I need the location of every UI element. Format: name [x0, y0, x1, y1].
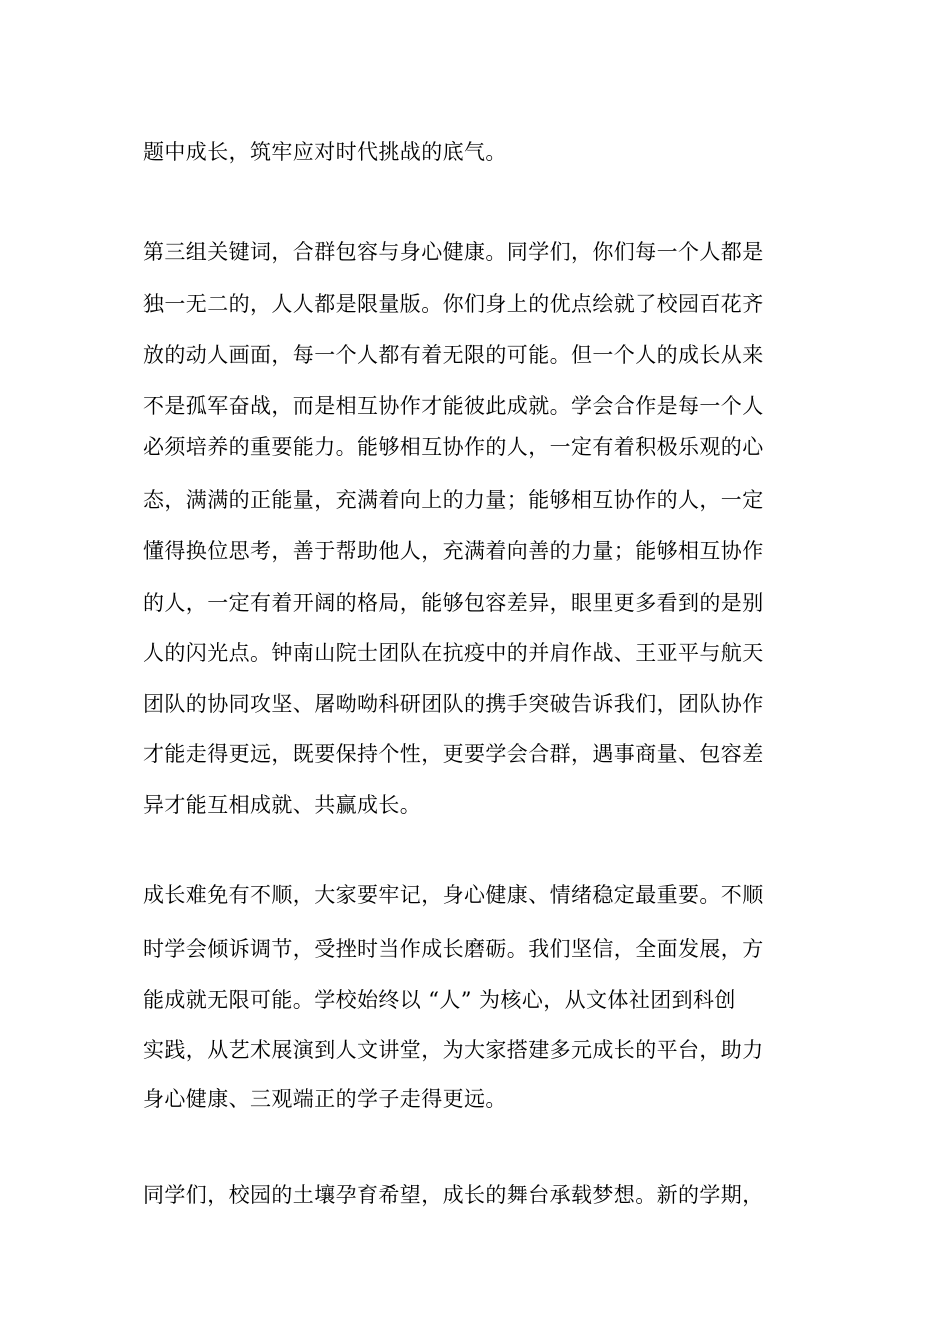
paragraph-4-line-1: 同学们，校园的土壤孕育希望，成长的舞台承载梦想。新的学期，	[143, 1183, 764, 1207]
paragraph-2-line-7: 懂得换位思考，善于帮助他人，充满着向善的力量；能够相互协作	[143, 539, 764, 563]
paragraph-3-line-5: 身心健康、三观端正的学子走得更远。	[143, 1087, 507, 1111]
paragraph-2-line-3: 放的动人画面，每一个人都有着无限的可能。但一个人的成长从来	[143, 343, 764, 367]
paragraph-2-line-2: 独一无二的，人人都是限量版。你们身上的优点绘就了校园百花齐	[143, 292, 764, 316]
paragraph-3-line-2: 时学会倾诉调节，受挫时当作成长磨砺。我们坚信，全面发展，方	[143, 937, 764, 961]
paragraph-2-line-4: 不是孤军奋战，而是相互协作才能彼此成就。学会合作是每一个人	[143, 394, 764, 418]
paragraph-1-line-1: 题中成长，筑牢应对时代挑战的底气。	[143, 140, 507, 164]
paragraph-2-line-5: 必须培养的重要能力。能够相互协作的人，一定有着积极乐观的心	[143, 435, 764, 459]
paragraph-2-line-6: 态，满满的正能量，充满着向上的力量；能够相互协作的人，一定	[143, 488, 764, 512]
paragraph-2-line-8: 的人，一定有着开阔的格局，能够包容差异，眼里更多看到的是别	[143, 591, 764, 615]
paragraph-2-line-10: 团队的协同攻坚、屠呦呦科研团队的携手突破告诉我们，团队协作	[143, 692, 764, 716]
paragraph-3-line-3: 能成就无限可能。学校始终以 “人” 为核心，从文体社团到科创	[143, 988, 736, 1012]
paragraph-3-line-1: 成长难免有不顺，大家要牢记，身心健康、情绪稳定最重要。不顺	[143, 883, 764, 907]
paragraph-2-line-11: 才能走得更远，既要保持个性，更要学会合群，遇事商量、包容差	[143, 742, 764, 766]
paragraph-2-line-12: 异才能互相成就、共赢成长。	[143, 793, 422, 817]
paragraph-3-line-4: 实践，从艺术展演到人文讲堂，为大家搭建多元成长的平台，助力	[143, 1038, 764, 1062]
paragraph-2-line-1: 第三组关键词，合群包容与身心健康。同学们，你们每一个人都是	[143, 240, 764, 264]
paragraph-2-line-9: 人的闪光点。钟南山院士团队在抗疫中的并肩作战、王亚平与航天	[143, 641, 764, 665]
